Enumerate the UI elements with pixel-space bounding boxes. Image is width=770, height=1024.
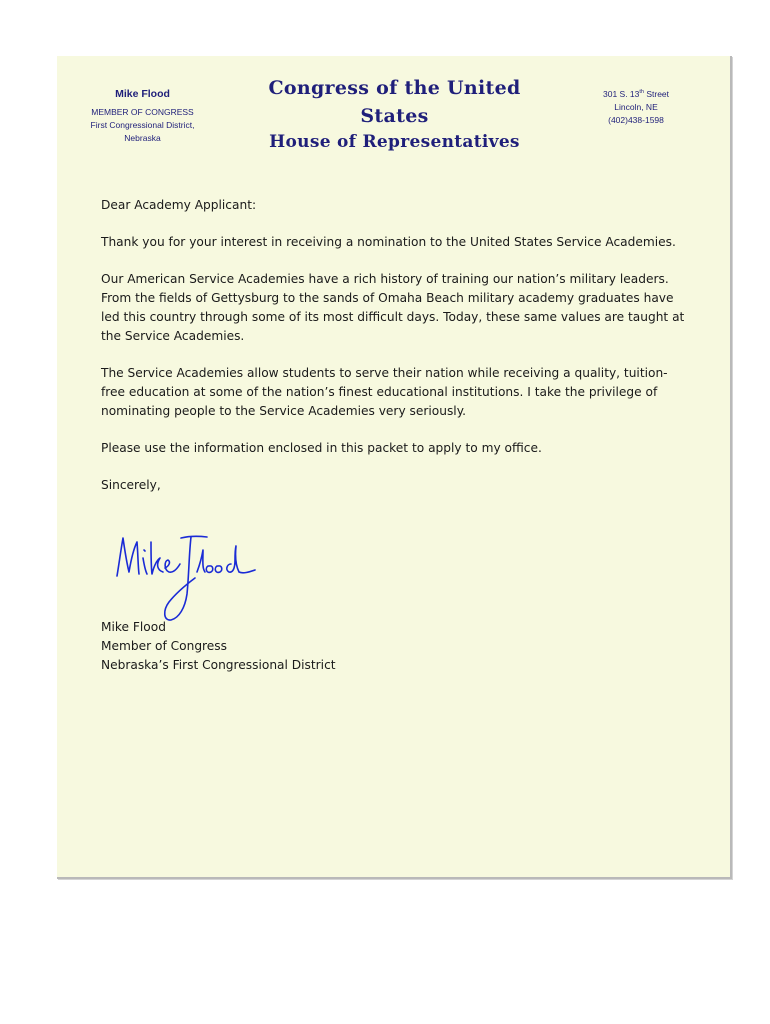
closing: Sincerely,	[101, 478, 161, 492]
letterhead-member-block	[71, 88, 214, 145]
signer-district: Nebraska’s First Congressional District	[101, 658, 336, 672]
signer-title: Member of Congress	[101, 639, 227, 653]
letter-page	[57, 56, 732, 879]
paragraph-history: Our American Service Academies have a rich history of training our nation’s military leaders. From the fields of Gettysburg to the sands of Omaha Beach military academy graduates have led this country through some of its most difficult days. Today, these same values are taught at the Service Academies.	[101, 272, 685, 343]
paragraph-instructions: Please use the information enclosed in this packet to apply to my office.	[101, 441, 542, 455]
member-title: MEMBER OF CONGRESS	[91, 107, 194, 117]
signer-name: Mike Flood	[101, 620, 166, 634]
letter-body	[101, 196, 691, 513]
letterhead-address-block	[582, 86, 690, 127]
handwritten-signature	[107, 524, 257, 629]
street-address: 301 S. 13th Street	[602, 88, 670, 99]
member-district-line2: Nebraska	[124, 133, 161, 143]
member-district-line1: First Congressional District,	[90, 120, 195, 130]
salutation: Dear Academy Applicant:	[101, 198, 257, 212]
signature-block	[101, 618, 336, 675]
house-heading: House of Representatives	[269, 132, 520, 152]
phone-number: (402)438-1598	[608, 114, 664, 125]
paragraph-education: The Service Academies allow students to serve their nation while receiving a quality, tuition-free education at some of the nation’s finest educational institutions. I take the privilege of nominating people to the Service Academies very seriously.	[101, 366, 668, 418]
paragraph-thanks: Thank you for your interest in receiving a nomination to the United States Service Academies.	[101, 235, 676, 249]
city-state: Lincoln, NE	[614, 101, 658, 112]
congress-heading: Congress of the United States	[268, 77, 521, 127]
member-name: Mike Flood	[115, 88, 170, 100]
letterhead-congress-title	[237, 74, 552, 154]
